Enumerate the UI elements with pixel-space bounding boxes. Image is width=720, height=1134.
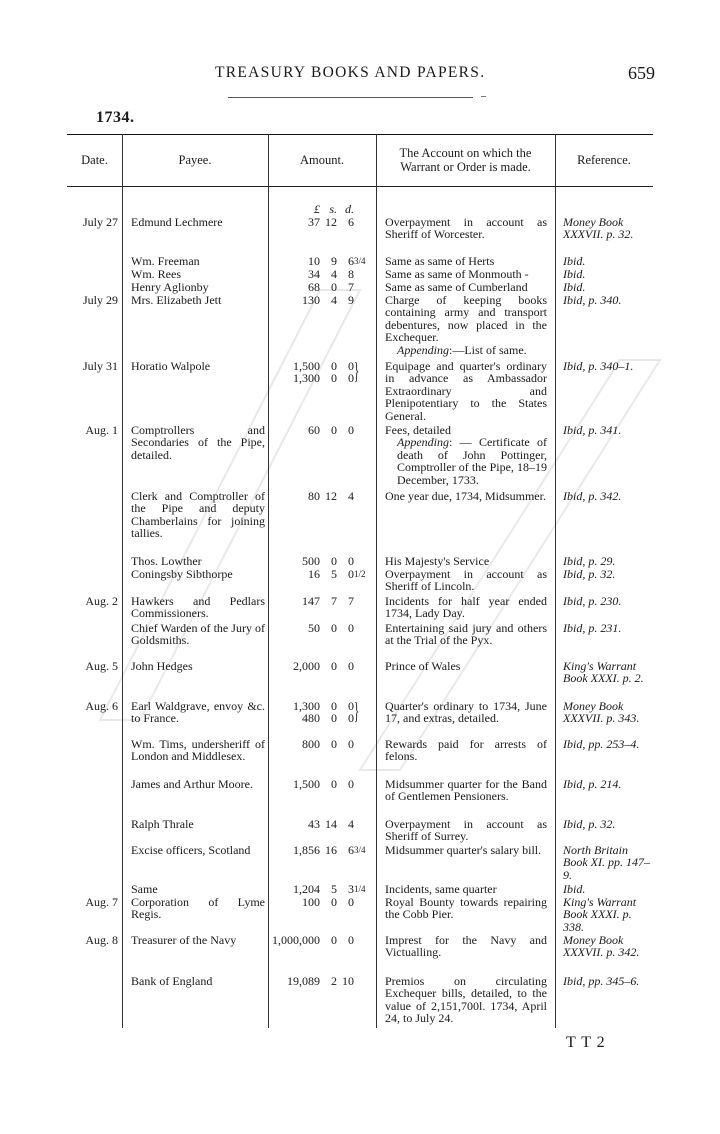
header-rule: [228, 97, 473, 98]
header-date: Date.: [81, 153, 108, 167]
amount-shillings: 5: [331, 882, 337, 896]
row-payee: Mrs. Elizabeth Jett: [131, 293, 222, 307]
brace-mark: }: [354, 699, 360, 725]
amount-shillings: 0: [331, 621, 337, 635]
row-account: [385, 595, 547, 620]
amount-line: [265, 975, 372, 987]
row-amount: [265, 281, 372, 293]
amount-pounds: 1,300: [293, 371, 320, 386]
pence-unit: d.: [345, 202, 354, 216]
amount-fraction: 3/4: [354, 256, 366, 266]
row-account: [385, 934, 547, 959]
amount-line: [265, 294, 372, 306]
row-amount: [265, 975, 372, 987]
amount-pounds: 10: [308, 254, 320, 268]
amount-pounds: 1,300: [293, 699, 320, 713]
amount-pence: 3: [348, 882, 354, 896]
row-reference: Ibid, p. 340.: [563, 293, 622, 307]
row-account: [385, 281, 547, 293]
amount-shillings: 0: [331, 933, 337, 947]
signature-mark: T T 2: [566, 1034, 606, 1051]
amount-line: [265, 255, 372, 267]
column-divider: [122, 134, 123, 1028]
row-reference: Money Book XXXVII. p. 343.: [563, 699, 640, 726]
row-reference: Ibid, p. 32.: [563, 567, 616, 581]
amount-shillings: 0: [331, 659, 337, 673]
amount-line: [265, 490, 372, 502]
amount-line: [265, 281, 372, 293]
row-reference: King's Warrant Book XXXI. p. 2.: [563, 659, 644, 686]
row-reference: Ibid, pp. 345–6.: [563, 974, 640, 988]
row-reference: Ibid, p. 230.: [563, 594, 622, 608]
row-reference: Ibid, p. 29.: [563, 554, 616, 568]
amount-pence: 9: [348, 293, 354, 307]
row-account: [385, 216, 547, 241]
amount-pence: 7: [348, 280, 354, 294]
account-text: Overpayment in account as Sheriff of Surrey.: [385, 817, 547, 844]
account-text: Equipage and quarter's ordinary in advance as Ambassador Extraordinary and Plenipotentiary to the States General.: [385, 359, 547, 423]
amount-shillings: 0: [331, 423, 337, 437]
row-account: [385, 268, 547, 280]
amount-fraction: 3/4: [354, 845, 366, 855]
row-amount: [265, 883, 372, 895]
row-reference: King's Warrant Book XXXI. p. 338.: [563, 895, 637, 934]
account-text: Midsummer quarter for the Band of Gentlemen Pensioners.: [385, 777, 547, 804]
amount-pounds: 16: [308, 567, 320, 581]
row-payee: Chief Warden of the Jury of Goldsmiths.: [131, 621, 265, 648]
row-payee: John Hedges: [131, 659, 193, 673]
row-account: [385, 660, 547, 672]
row-date: Aug. 5: [85, 659, 118, 673]
amount-shillings: 0: [331, 711, 337, 726]
appending-label: Appending: [397, 435, 449, 450]
account-text: Prince of Wales: [385, 659, 461, 673]
amount-pounds: 100: [302, 895, 320, 909]
amount-pence: 0: [348, 567, 354, 581]
amount-pence: 0: [348, 737, 354, 751]
row-account: [385, 360, 547, 422]
row-account: [385, 255, 547, 267]
amount-pence: 8: [348, 267, 354, 281]
row-payee: Corporation of Lyme Regis.: [131, 895, 265, 922]
amount-line: [265, 622, 372, 634]
row-amount: [265, 818, 372, 830]
amount-pence: 0: [348, 554, 354, 568]
amount-pence: 10: [342, 974, 354, 988]
row-account: [385, 555, 547, 567]
amount-pence: 0: [348, 895, 354, 909]
amount-line: [265, 268, 372, 280]
row-reference: Ibid, p. 340–1.: [563, 359, 634, 373]
amount-shillings: 14: [325, 817, 337, 831]
amount-pounds: 1,500: [293, 359, 320, 373]
amount-pence: 4: [348, 817, 354, 831]
account-text: Rewards paid for arrests of felons.: [385, 737, 547, 764]
appending-note: [385, 436, 547, 486]
appending-label: Appending: [397, 342, 449, 357]
header-amount: Amount.: [299, 153, 345, 167]
row-reference: Ibid, p. 341.: [563, 423, 622, 437]
row-account: [385, 622, 547, 647]
row-amount: [265, 268, 372, 280]
amount-pence: 0: [348, 777, 354, 791]
amount-shillings: 5: [331, 567, 337, 581]
row-amount: [265, 555, 372, 567]
column-divider: [376, 134, 377, 1028]
amount-pounds: 60: [308, 423, 320, 437]
amount-shillings: 9: [331, 254, 337, 268]
appending-note: [385, 344, 547, 356]
amount-pence: 0: [348, 621, 354, 635]
warrants-table: [67, 134, 653, 1028]
amount-pence: 4: [348, 489, 354, 503]
amount-shillings: 0: [331, 371, 337, 386]
amount-pence: 0: [348, 359, 354, 373]
amount-pounds: 68: [308, 280, 320, 294]
amount-shillings: 12: [325, 215, 337, 229]
row-date: July 31: [82, 359, 118, 373]
account-text: Incidents, same quarter: [385, 882, 497, 896]
account-text: Same as same of Cumberland: [385, 280, 528, 294]
row-payee: Wm. Rees: [131, 267, 181, 281]
page-number: 659: [628, 63, 655, 83]
row-reference: Ibid, p. 32.: [563, 817, 616, 831]
row-date: Aug. 6: [85, 699, 118, 713]
appending-text: :—List of same.: [449, 342, 527, 357]
account-text: Quarter's ordinary to 1734, June 17, and extras, detailed.: [385, 699, 547, 726]
amount-shillings: 0: [331, 359, 337, 373]
row-date: Aug. 2: [85, 594, 118, 608]
amount-line: [265, 896, 372, 908]
row-amount: [265, 294, 372, 306]
amount-line: [265, 818, 372, 830]
amount-shillings: 0: [331, 554, 337, 568]
amount-pence: 0: [348, 711, 354, 726]
row-payee: Coningsby Sibthorpe: [131, 567, 233, 581]
amount-pounds: 50: [308, 621, 320, 635]
amount-pence: 0: [348, 659, 354, 673]
account-text: Charge of keeping books containing army and transport debentures, now placed in the Exchequer.: [385, 293, 547, 345]
amount-pounds: 1,500: [293, 777, 320, 791]
amount-line: [265, 738, 372, 750]
amount-pence: 7: [348, 594, 354, 608]
account-text: Overpayment in account as Sheriff of Worcester.: [385, 215, 547, 242]
amount-line: [265, 216, 372, 228]
amount-shillings: 2: [331, 974, 337, 988]
amount-pence: 6: [348, 843, 354, 857]
row-amount: [265, 896, 372, 908]
amount-pounds: 147: [302, 594, 320, 608]
row-payee: Ralph Thrale: [131, 817, 194, 831]
row-date: Aug. 7: [85, 895, 118, 909]
amount-pence: 0: [348, 699, 354, 713]
row-payee: Excise officers, Scotland: [131, 843, 251, 857]
row-amount: [265, 490, 372, 502]
row-amount: [265, 568, 372, 580]
row-payee: Clerk and Comptroller of the Pipe and deputy Chamberlains for joining tallies.: [131, 489, 265, 541]
table-header-rule: [67, 186, 653, 187]
row-payee: Same: [131, 882, 158, 896]
amount-pounds: 1,000,000: [272, 933, 320, 947]
row-payee: Thos. Lowther: [131, 554, 202, 568]
amount-pounds: 1,204: [293, 882, 320, 896]
row-account: [385, 778, 547, 803]
amount-shillings: 0: [331, 699, 337, 713]
row-payee: Wm. Freeman: [131, 254, 200, 268]
column-divider: [555, 134, 556, 1028]
row-reference: Ibid, p. 342.: [563, 489, 622, 503]
amount-line: [265, 595, 372, 607]
shillings-unit: s.: [329, 202, 337, 216]
amount-pounds: 80: [308, 489, 320, 503]
account-text: Midsummer quarter's salary bill.: [385, 843, 542, 857]
row-payee: Hawkers and Pedlars Commissioners.: [131, 594, 265, 621]
account-text: Incidents for half year ended 1734, Lady Day.: [385, 594, 547, 621]
row-account: [385, 738, 547, 763]
account-text: Same as same of Monmouth -: [385, 267, 529, 281]
account-text: Imprest for the Navy and Victualling.: [385, 933, 547, 960]
row-amount: [265, 934, 372, 946]
amount-shillings: 4: [331, 293, 337, 307]
header-payee: Payee.: [178, 153, 212, 167]
amount-pounds: 500: [302, 554, 320, 568]
amount-line: [265, 844, 372, 856]
account-text: Royal Bounty towards repairing the Cobb Pier.: [385, 895, 547, 922]
amount-shillings: 7: [331, 594, 337, 608]
account-text: Entertaining said jury and others at the Trial of the Pyx.: [385, 621, 547, 648]
amount-shillings: 4: [331, 267, 337, 281]
amount-shillings: 16: [325, 843, 337, 857]
amount-pounds: 130: [302, 293, 320, 307]
amount-line: [265, 568, 372, 580]
row-payee: Treasurer of the Navy: [131, 933, 237, 947]
account-text: One year due, 1734, Midsummer.: [385, 489, 546, 503]
amount-pence: 0: [348, 933, 354, 947]
amount-fraction: 1/4: [354, 884, 366, 894]
row-amount: [265, 622, 372, 634]
amount-fraction: 1/2: [354, 569, 366, 579]
row-payee: Bank of England: [131, 974, 213, 988]
amount-pounds: 480: [302, 711, 320, 726]
row-account: [385, 975, 547, 1025]
row-account: [385, 568, 547, 593]
account-text: Fees, detailed: [385, 423, 451, 437]
row-reference: Money Book XXXVII. p. 342.: [563, 933, 640, 960]
account-text: His Majesty's Service: [385, 554, 490, 568]
row-amount: [265, 595, 372, 607]
row-reference: Ibid, p. 231.: [563, 621, 622, 635]
row-amount: [265, 216, 372, 228]
row-amount: [265, 778, 372, 790]
amount-line: [265, 424, 372, 436]
amount-pence: 0: [348, 423, 354, 437]
header-account: The Account on which the Warrant or Order is made.: [399, 146, 532, 174]
row-date: July 29: [82, 293, 118, 307]
row-reference: Ibid.: [563, 267, 586, 281]
row-reference: Ibid, pp. 253–4.: [563, 737, 640, 751]
amount-pence: 6: [348, 215, 354, 229]
row-amount: [265, 660, 372, 672]
amount-line: [265, 778, 372, 790]
header-reference: Reference.: [577, 153, 631, 167]
row-amount: [265, 738, 372, 750]
amount-line: [265, 555, 372, 567]
amount-pounds: 2,000: [293, 659, 320, 673]
amount-pounds: 37: [308, 215, 320, 229]
row-payee: Edmund Lechmere: [131, 215, 223, 229]
amount-pounds: 43: [308, 817, 320, 831]
row-payee: Henry Aglionby: [131, 280, 209, 294]
row-date: Aug. 1: [85, 423, 118, 437]
row-amount: [265, 255, 372, 267]
row-payee: James and Arthur Moore.: [131, 777, 253, 791]
row-amount: [265, 360, 372, 385]
row-reference: Ibid, p. 214.: [563, 777, 622, 791]
amount-pounds: 1,856: [293, 843, 320, 857]
appending-text: : — Certificate of death of John Pottinger, Comptroller of the Pipe, 18–19 December, 1733.: [397, 435, 547, 487]
row-account: [385, 490, 547, 502]
row-account: [385, 700, 547, 725]
row-account: [385, 424, 547, 486]
row-amount: [265, 700, 372, 725]
row-account: [385, 818, 547, 843]
row-reference: Ibid.: [563, 882, 586, 896]
amount-shillings: 0: [331, 895, 337, 909]
amount-pounds: 800: [302, 737, 320, 751]
amount-pounds: 34: [308, 267, 320, 281]
row-date: July 27: [82, 215, 118, 229]
amount-pence: 0: [348, 371, 354, 386]
row-reference: Ibid.: [563, 280, 586, 294]
amount-shillings: 0: [331, 737, 337, 751]
running-title: TREASURY BOOKS AND PAPERS.: [215, 64, 486, 81]
row-payee: Wm. Tims, undersheriff of London and Middlesex.: [131, 737, 265, 764]
row-amount: [265, 844, 372, 856]
amount-pounds: 19,089: [287, 974, 320, 988]
brace-mark: }: [354, 359, 360, 385]
amount-shillings: 12: [325, 489, 337, 503]
amount-units: [265, 202, 372, 214]
row-account: [385, 883, 547, 895]
year-heading: 1734.: [96, 109, 135, 126]
row-account: [385, 294, 547, 356]
account-text: Overpayment in account as Sheriff of Lincoln.: [385, 567, 547, 594]
header-rule-dot: [481, 96, 486, 97]
row-payee: Comptrollers and Secondaries of the Pipe, detailed.: [131, 423, 265, 462]
running-head: [0, 64, 720, 88]
amount-shillings: 0: [331, 280, 337, 294]
row-payee: Horatio Walpole: [131, 359, 211, 373]
row-reference: North Britain Book XI. pp. 147–9.: [563, 843, 650, 882]
amount-line: [265, 883, 372, 895]
row-reference: Ibid.: [563, 254, 586, 268]
row-account: [385, 844, 547, 856]
row-account: [385, 896, 547, 921]
pounds-unit: £: [314, 202, 320, 216]
amount-shillings: 0: [331, 777, 337, 791]
row-amount: [265, 424, 372, 436]
amount-line: [265, 934, 372, 946]
row-reference: Money Book XXXVII. p. 32.: [563, 215, 634, 242]
row-payee: Earl Waldgrave, envoy &c. to France.: [131, 699, 265, 726]
row-date: Aug. 8: [85, 933, 118, 947]
account-text: Premios on circulating Exchequer bills, detailed, to the value of 2,151,700l. 1734, April 24, to July 24.: [385, 974, 547, 1026]
amount-line: [265, 660, 372, 672]
amount-pence: 6: [348, 254, 354, 268]
account-text: Same as same of Herts: [385, 254, 495, 268]
